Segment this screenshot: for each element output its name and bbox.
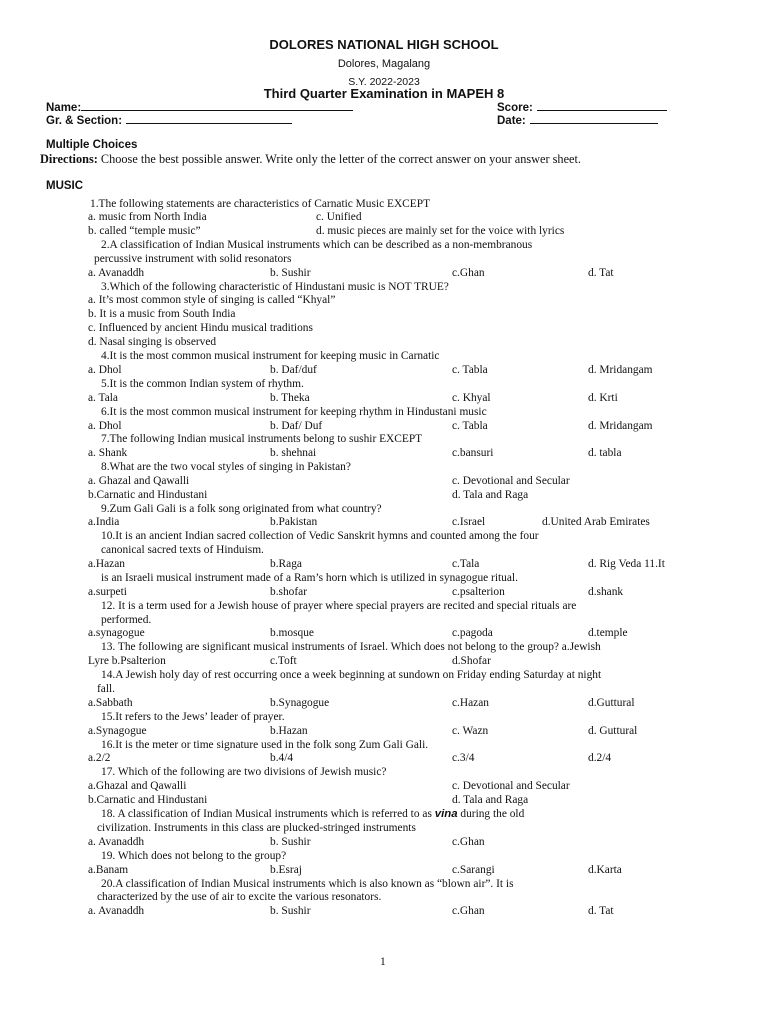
answer-option: b. It is a music from South India xyxy=(88,308,236,320)
question-text: fall. xyxy=(97,683,116,695)
question-text-start: 18. A classification of Indian Musical instruments which is referred to as xyxy=(101,808,435,820)
answer-option: d.temple xyxy=(588,627,628,639)
answer-option: c.bansuri xyxy=(452,447,494,459)
answer-option: c.Ghan xyxy=(452,905,485,917)
school-location: Dolores, Magalang xyxy=(337,58,431,70)
answer-option: b.Carnatic and Hindustani xyxy=(88,794,208,806)
answer-option: d.Shofar xyxy=(452,655,491,667)
answer-option: d. Tat xyxy=(588,267,614,279)
directions-text: Choose the best possible answer. Write only the letter of the correct answer on your answer sheet. xyxy=(97,152,581,166)
question-text: civilization. Instruments in this class are plucked-stringed instruments xyxy=(97,822,416,834)
answer-option: b. Daf/ Duf xyxy=(270,420,323,432)
question-text: 13. The following are significant musical instruments of Israel. Which does not belong to the group? a.Jewish xyxy=(101,641,601,653)
answer-option: a.Banam xyxy=(88,864,129,876)
date-label: Date: xyxy=(497,115,526,127)
answer-option: a. music from North India xyxy=(88,211,207,223)
exam-title: Third Quarter Examination in MAPEH 8 xyxy=(263,86,505,101)
answer-option: a. Avanaddh xyxy=(88,836,145,848)
section-field[interactable] xyxy=(46,114,292,127)
question-text: 10.It is an ancient Indian sacred collection of Vedic Sanskrit hymns and counted among the four xyxy=(101,530,539,542)
answer-option: b.Carnatic and Hindustani xyxy=(88,489,208,501)
answer-option: d.shank xyxy=(588,586,624,598)
answer-option: d. Mridangam xyxy=(588,364,653,376)
answer-option: c.Israel xyxy=(452,516,486,528)
answer-option: a. Shank xyxy=(88,447,128,459)
answer-option: c.psalterion xyxy=(452,586,505,598)
answer-option: c.Ghan xyxy=(452,267,485,279)
answer-option: a. Avanaddh xyxy=(88,905,145,917)
answer-option: a.synagogue xyxy=(88,627,145,639)
answer-option: c. Influenced by ancient Hindu musical traditions xyxy=(88,322,313,334)
answer-option: a.2/2 xyxy=(88,752,111,764)
answer-option: c. Devotional and Secular xyxy=(452,780,570,792)
answer-option: d. Tala and Raga xyxy=(452,794,529,806)
question-text: characterized by the use of air to excite the various resonators. xyxy=(97,891,382,903)
answer-option: a.Hazan xyxy=(88,558,125,570)
answer-option: c.Sarangi xyxy=(452,864,495,876)
question-text: 14.A Jewish holy day of rest occurring once a week beginning at sundown on Friday ending Saturday at night xyxy=(101,669,602,681)
directions-label: Directions: xyxy=(40,152,98,166)
section-label: Gr. & Section: xyxy=(46,115,123,127)
answer-option: d. tabla xyxy=(588,447,622,459)
answer-option: d. Guttural xyxy=(588,725,638,737)
score-blank[interactable] xyxy=(537,101,667,111)
question-text: 2.A classification of Indian Musical instruments which can be described as a non-membranous xyxy=(101,239,533,251)
name-field[interactable] xyxy=(46,101,353,114)
answer-option: d.United Arab Emirates xyxy=(542,516,650,528)
school-name: DOLORES NATIONAL HIGH SCHOOL xyxy=(269,37,499,52)
answer-option: c. Wazn xyxy=(452,725,489,737)
answer-option: b.Raga xyxy=(270,558,302,570)
section-blank[interactable] xyxy=(126,114,292,124)
name-blank[interactable] xyxy=(81,101,353,111)
question-text: 4.It is the most common musical instrument for keeping music in Carnatic xyxy=(101,350,440,362)
answer-option: c.pagoda xyxy=(452,627,493,639)
directions xyxy=(40,152,581,167)
question-text: performed. xyxy=(101,614,152,626)
answer-option: a.India xyxy=(88,516,120,528)
answer-option: d.Karta xyxy=(588,864,622,876)
school-year: S.Y. 2022-2023 xyxy=(348,76,420,88)
question-text: 8.What are the two vocal styles of singing in Pakistan? xyxy=(101,461,351,473)
question-text: canonical sacred texts of Hinduism. xyxy=(101,544,264,556)
answer-option: c.3/4 xyxy=(452,752,475,764)
answer-option: c. Unified xyxy=(316,211,362,223)
answer-option: b.4/4 xyxy=(270,752,294,764)
question-text: 19. Which does not belong to the group? xyxy=(101,850,287,862)
question-text: 3.Which of the following characteristic of Hindustani music is NOT TRUE? xyxy=(101,281,449,293)
date-blank[interactable] xyxy=(530,114,658,124)
answer-option: a.Sabbath xyxy=(88,697,133,709)
answer-option: a. Avanaddh xyxy=(88,267,145,279)
score-label: Score: xyxy=(497,102,533,114)
answer-option: d.Guttural xyxy=(588,697,635,709)
question-text: 5.It is the common Indian system of rhythm. xyxy=(101,378,304,390)
answer-option: a. Tala xyxy=(88,392,118,404)
answer-option: c. Tabla xyxy=(452,364,488,376)
answer-option: c.Ghan xyxy=(452,836,485,848)
answer-option: b. Theka xyxy=(270,392,310,404)
answer-option: d. music pieces are mainly set for the voice with lyrics xyxy=(316,225,565,237)
answer-option: b. Daf/duf xyxy=(270,364,317,376)
answer-option: c. Devotional and Secular xyxy=(452,475,570,487)
emphasis-term: vina xyxy=(434,808,458,820)
answer-option: c.Tala xyxy=(452,558,480,570)
question-text: 16.It is the meter or time signature used in the folk song Zum Gali Gali. xyxy=(101,739,429,751)
question-text: 9.Zum Gali Gali is a folk song originated from what country? xyxy=(101,503,382,515)
answer-option: c. Khyal xyxy=(452,392,491,404)
question-text: 15.It refers to the Jews’ leader of prayer. xyxy=(101,711,285,723)
answer-option: c.Hazan xyxy=(452,697,489,709)
answer-option: b.Esraj xyxy=(270,864,302,876)
question-text: 6.It is the most common musical instrument for keeping rhythm in Hindustani music xyxy=(101,406,487,418)
answer-option: c. Tabla xyxy=(452,420,488,432)
date-field[interactable] xyxy=(497,114,658,127)
answer-option: d. Rig Veda 11.It xyxy=(588,558,665,570)
question-text: 12. It is a term used for a Jewish house of prayer where special prayers are recited and special rituals are xyxy=(101,600,577,612)
answer-option: b. Sushir xyxy=(270,905,311,917)
answer-option: b. Sushir xyxy=(270,267,311,279)
answer-option: Lyre b.Psalterion xyxy=(88,655,166,667)
answer-option: b.Pakistan xyxy=(270,516,318,528)
question-text: 17. Which of the following are two divisions of Jewish music? xyxy=(101,766,387,778)
question-text: 7.The following Indian musical instruments belong to sushir EXCEPT xyxy=(101,433,423,445)
answer-option: a.Ghazal and Qawalli xyxy=(88,780,187,792)
answer-option: d. Tat xyxy=(588,905,614,917)
subject-heading: MUSIC xyxy=(46,180,84,192)
answer-option: a. It’s most common style of singing is called “Khyal” xyxy=(88,294,336,306)
question-text: 20.A classification of Indian Musical instruments which is also known as “blown air”. It is xyxy=(101,878,514,890)
section-heading: Multiple Choices xyxy=(46,139,138,151)
answer-option: a. Dhol xyxy=(88,420,122,432)
answer-option: b.mosque xyxy=(270,627,314,639)
answer-option: d. Tala and Raga xyxy=(452,489,529,501)
answer-option: b.Hazan xyxy=(270,725,308,737)
answer-option: b.shofar xyxy=(270,586,308,598)
question-text-end: during the old xyxy=(457,808,525,820)
answer-option: d. Nasal singing is observed xyxy=(88,336,217,348)
score-field[interactable] xyxy=(497,101,667,114)
answer-option: d. Krti xyxy=(588,392,618,404)
question-text: percussive instrument with solid resonators xyxy=(94,253,292,265)
answer-option: b. Sushir xyxy=(270,836,311,848)
answer-option: a. Ghazal and Qawalli xyxy=(88,475,190,487)
question-text xyxy=(101,808,524,820)
answer-option: a.Synagogue xyxy=(88,725,147,737)
answer-option: b. called “temple music” xyxy=(88,225,201,237)
answer-option: d. Mridangam xyxy=(588,420,653,432)
page-number: 1 xyxy=(380,956,386,968)
answer-option: c.Toft xyxy=(270,655,297,667)
answer-option: b.Synagogue xyxy=(270,697,330,709)
name-label: Name: xyxy=(46,102,82,114)
question-text: is an Israeli musical instrument made of a Ram’s horn which is utilized in synagogue ritual. xyxy=(101,572,518,584)
question-text: 1.The following statements are characteristics of Carnatic Music EXCEPT xyxy=(90,198,431,210)
answer-option: a.surpeti xyxy=(88,586,127,598)
answer-option: a. Dhol xyxy=(88,364,122,376)
answer-option: d.2/4 xyxy=(588,752,612,764)
answer-option: b. shehnai xyxy=(270,447,317,459)
